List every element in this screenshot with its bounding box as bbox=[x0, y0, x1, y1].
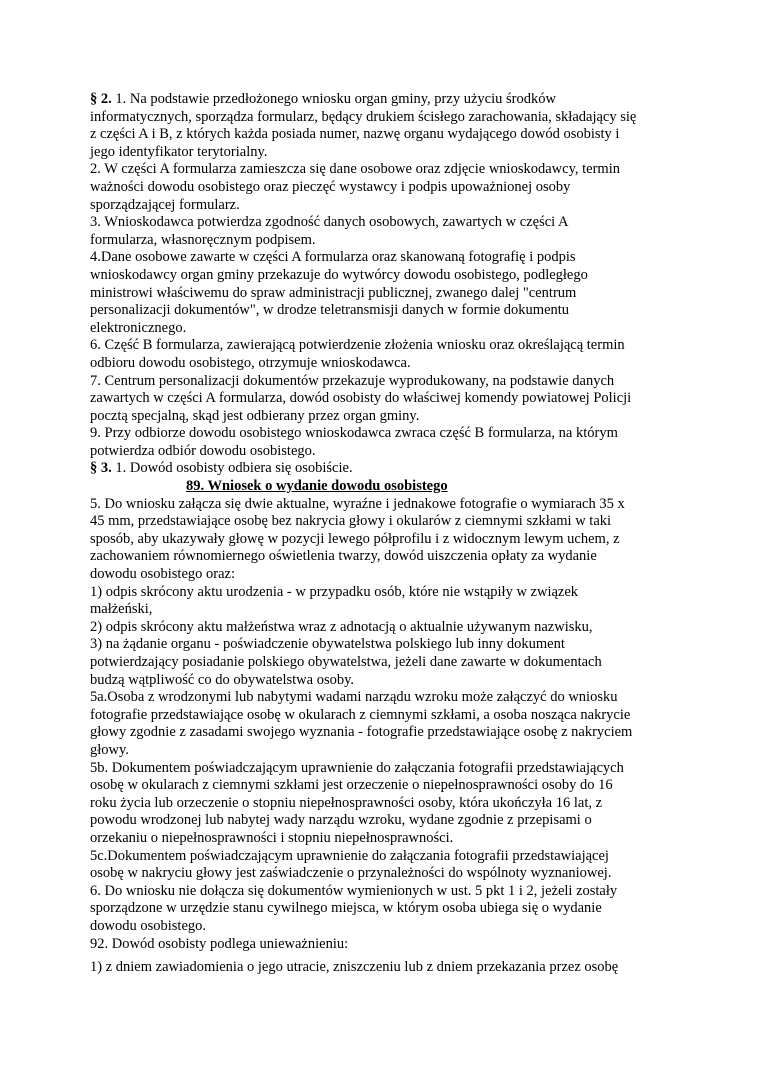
section-89-heading: 89. Wniosek o wydanie dowodu osobistego bbox=[186, 478, 448, 495]
sec2-para1: § 2. 1. Na podstawie przedłożonego wniosku organ gminy, przy użyciu środków informatycznych, sporządza formularz, będący drukiem ścisłego zarachowania, składający się z części A i B, z których każda posiada numer, nazwę organu wydającego dowód osobisty i jego identyfikator terytorialny. bbox=[90, 91, 637, 160]
sec2-para6: 6. Część B formularza, zawierającą potwierdzenie złożenia wniosku oraz określającą termin odbioru dowodu osobistego, otrzymuje wnioskodawca. bbox=[90, 337, 625, 371]
section-sign: § 2. bbox=[90, 91, 112, 107]
sec89-para6: 6. Do wniosku nie dołącza się dokumentów wymienionych w ust. 5 pkt 1 i 2, jeżeli zostały sporządzone w urzędzie stanu cywilnego miejsca, w którym osoba ubiega się o wydanie dowodu osobistego. bbox=[90, 882, 618, 934]
sec92-item1: 1) z dniem zawiadomienia o jego utracie, zniszczeniu lub z dniem przekazania przez osobę bbox=[90, 959, 619, 976]
sec2-para9: 9. Przy odbiorze dowodu osobistego wnioskodawca zwraca część B formularza, na którym potwierdza odbiór dowodu osobistego. bbox=[90, 425, 618, 459]
sec89-para5c: 5c.Dokumentem poświadczającym uprawnienie do załączania fotografii przedstawiającej osobę w nakryciu głowy jest zaświadczenie o przynależności do wspólnoty wyznaniowej. bbox=[90, 847, 612, 882]
sec89-para5a: 5a.Osoba z wrodzonymi lub nabytymi wadami narządu wzroku może załączyć do wniosku fotografie przedstawiające osobę w okularach z ciemnymi szkłami, a osoba nosząca nakrycie głowy zgodnie z zasadami swojego wyznania - fotografie przedstawiające osobę z nakryciem głowy. bbox=[90, 689, 633, 758]
sec89-para5b: 5b. Dokumentem poświadczającym uprawnienie do załączania fotografii przedstawiających osobę w okularach z ciemnymi szkłami jest orzeczenie o niepełnosprawności osoby do 16 roku życia lub orzeczenie o stopniu niepełnosprawności osoby, która ukończyła 16 lat, z powodu wrodzonej lub nabytej wady narządu wzroku, wydane zgodnie z przepisami o orzekaniu o niepełnosprawności i stopniu niepełnosprawności. bbox=[90, 759, 624, 846]
sec89-item3: 3) na żądanie organu - poświadczenie obywatelstwa polskiego lub inny dokument potwierdzający posiadanie polskiego obywatelstwa, jeżeli dane zawarte w dokumentach budzą wątpliwość co do obywatelstwa osoby. bbox=[90, 636, 602, 688]
sec89-para5: 5. Do wniosku załącza się dwie aktualne, wyraźne i jednakowe fotografie o wymiarach 35 x 45 mm, przedstawiające osobę bez nakrycia głowy i okularów z ciemnymi szkłami w taki sposób, aby ukazywały głowę w pozycji lewego półprofilu i z widocznym lewym uchem, z zachowaniem równomiernego oświetlenia twarzy, dowód uiszczenia opłaty za wydanie dowodu osobistego oraz: bbox=[90, 495, 625, 583]
document-page bbox=[90, 91, 710, 977]
sec2-para2: 2. W części A formularza zamieszcza się dane osobowe oraz zdjęcie wnioskodawcy, termin ważności dowodu osobistego oraz pieczęć wystawcy i podpis upoważnionej osoby sporządzającej formularz. bbox=[90, 161, 620, 213]
sec89-item1: 1) odpis skrócony aktu urodzenia - w przypadku osób, które nie wstąpiły w związek małżeński, bbox=[90, 583, 579, 618]
sec92-intro: 92. Dowód osobisty podlega unieważnieniu: bbox=[90, 935, 349, 952]
sec89-item2: 2) odpis skrócony aktu małżeństwa wraz z adnotacją o aktualnie używanym nazwisku, bbox=[90, 618, 593, 635]
section-sign: § 3. bbox=[90, 460, 112, 477]
sec2-para3: 3. Wnioskodawca potwierdza zgodność danych osobowych, zawartych w części A formularza, własnoręcznym podpisem. bbox=[90, 214, 569, 248]
sec2-para7: 7. Centrum personalizacji dokumentów przekazuje wyprodukowany, na podstawie danych zawartych w części A formularza, dowód osobisty do właściwej komendy powiatowej Policji pocztą specjalną, skąd jest odbierany przez organ gminy. bbox=[90, 372, 632, 424]
sec2-para4: 4.Dane osobowe zawarte w części A formularza oraz skanowaną fotografię i podpis wnioskodawcy organ gminy przekazuje do wytwórcy dowodu osobistego, podległego ministrowi właściwemu do spraw administracji publicznej, zwanego dalej "centrum personalizacji dokumentów", w drodze teletransmisji danych w formie dokumentu elektronicznego. bbox=[90, 249, 588, 336]
sec3-para1: § 3. 1. Dowód osobisty odbiera się osobiście. bbox=[90, 460, 353, 477]
